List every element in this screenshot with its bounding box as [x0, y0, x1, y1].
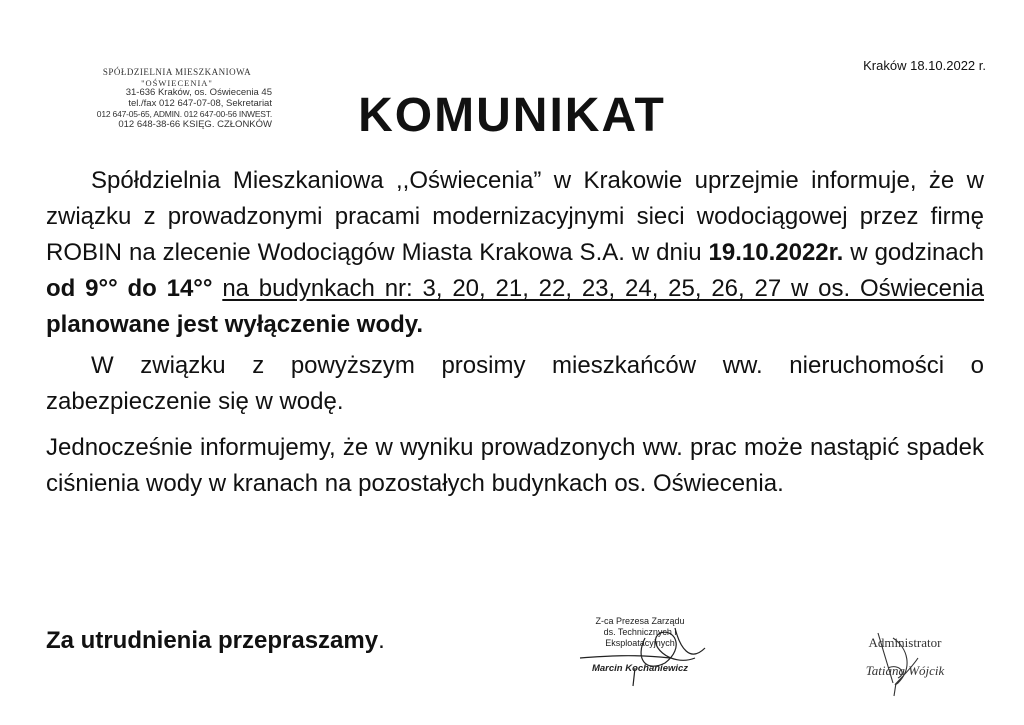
paragraph-1: [46, 163, 984, 343]
p1-text-b: w godzinach: [843, 239, 985, 266]
paragraph-3: Jednocześnie informujemy, że w wyniku prowadzonych ww. prac może nastąpić spadek ciśnienia wody w kranach na pozostałych budynkach os. Oświecenia.: [46, 434, 984, 497]
stamp-address: 31-636 Kraków, os. Oświecenia 45: [125, 87, 272, 98]
stamp-line-2: "OŚWIECENIA": [141, 77, 213, 88]
signature-scribble-1: [575, 618, 725, 688]
stamp-line-1: SPÓŁDZIELNIA MIESZKANIOWA: [102, 67, 252, 77]
closing-line: Za utrudnienia przepraszamy.: [46, 627, 385, 654]
signature-scribble-2: [868, 628, 928, 698]
paragraph-2: W związku z powyższym prosimy mieszkańców ww. nieruchomości o zabezpieczenie się w wodę.: [46, 352, 984, 415]
outage-hours: od 9°° do 14°°: [46, 275, 213, 302]
stamp-phone: tel./fax 012 647-07-08, Sekretariat: [128, 97, 272, 109]
sig1-role-1: Z-ca Prezesa Zarządu: [595, 616, 685, 626]
closing-text: Za utrudnienia przepraszamy: [46, 627, 379, 654]
sig1-name: Marcin Kochaniewicz: [591, 663, 689, 674]
document-body: [46, 163, 984, 502]
affected-buildings: na budynkach nr: 3, 20, 21, 22, 23, 24, 25, 26, 27 w os. Oświecenia: [222, 275, 985, 302]
document-title: KOMUNIKAT: [358, 89, 666, 142]
sig1-role-2: ds. Technicznych i Eksploatacyjnych: [603, 627, 677, 648]
outage-notice: planowane jest wyłączenie wody.: [46, 311, 424, 338]
stamp-phone-2: 012 647-05-65, ADMIN. 012 647-00-56 INWEST.: [96, 109, 272, 119]
document-date: Kraków 18.10.2022 r.: [863, 58, 986, 73]
stamp-phone-3: 012 648-38-66 KSIĘG. CZŁONKÓW: [118, 118, 272, 130]
sig2-role: Administrator: [868, 635, 942, 650]
outage-date: 19.10.2022r.: [708, 239, 844, 266]
p1-text-a: Spółdzielnia Mieszkaniowa ,,Oświecenia” w Krakowie uprzejmie informuje, że w związku z prowadzonymi pracami modernizacyjnymi sieci wodociągowej przez firmę ROBIN na zlecenie Wodociągów Miasta Krakowa S.A. w dniu: [46, 167, 984, 266]
sig2-name: Tatiana Wójcik: [865, 663, 945, 678]
